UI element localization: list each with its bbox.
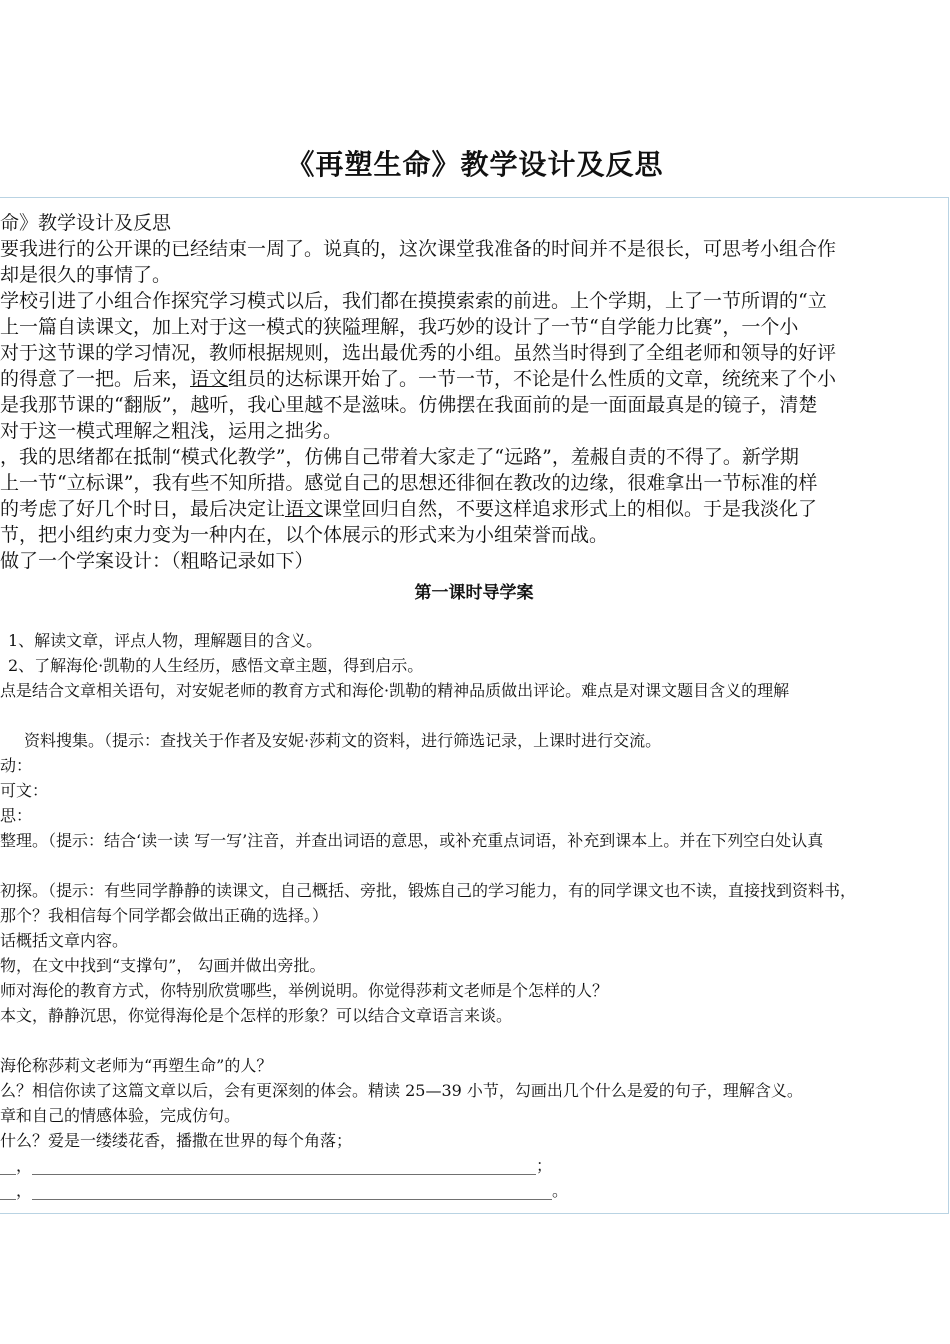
text-line: 本文，静静沉思，你觉得海伦是个怎样的形象？可以结合文章语言来谈。 (0, 1006, 513, 1025)
text-span: 课堂回归自然，不要这样追求形式上的相似。于是我淡化了 (323, 498, 818, 520)
text-line: 上一篇自读课文，加上对于这一模式的狭隘理解，我巧妙的设计了一节“自学能力比赛”，一个小 (0, 316, 799, 338)
underlined-word: 语文 (190, 368, 229, 390)
text-line: 对于这节课的学习情况，教师根据规则，选出最优秀的小组。虽然当时得到了全组老师和领导的好评 (0, 342, 837, 364)
text-line: 节，把小组约束力变为一种内在，以个体展示的形式来为小组荣誉而战。 (0, 524, 609, 546)
text-line: 话概括文章内容。 (0, 931, 129, 950)
text-line (0, 364, 836, 391)
text-line: 却是很久的事情了。 (0, 264, 172, 286)
text-line: 是我那节课的“翻版”，越听，我心里越不是滋味。仿佛摆在我面前的是一面面最真是的镜子，清楚 (0, 394, 818, 416)
text-line: 初探。（提示：有些同学静静的读课文，自己概括、旁批，锻炼自己的学习能力，有的同学课文也不读，直接找到资料书， (0, 881, 857, 900)
objective-item: 1、解读文章，评点人物，理解题目的含义。 (8, 631, 323, 650)
document-title: 《再塑生命》教学设计及反思 (286, 148, 664, 181)
text-span: 的考虑了好几个时日，最后决定让 (0, 498, 286, 520)
text-line: 命》教学设计及反思 (0, 212, 172, 234)
text-line: 资料搜集。（提示：查找关于作者及安妮·莎莉文的资料，进行筛选记录，上课时进行交流。 (24, 731, 662, 750)
text-line: 章和自己的情感体验，完成仿句。 (0, 1106, 241, 1125)
section-heading: 第一课时导学案 (414, 583, 534, 603)
text-line: 师对海伦的教育方式，你特别欣赏哪些，举例说明。你觉得莎莉文老师是个怎样的人？ (0, 981, 609, 1000)
text-line: 么？相信你读了这篇文章以后，会有更深刻的体会。精读 25—39 小节，勾画出几个什么是爱的句子，理解含义。 (0, 1081, 803, 1100)
text-line: 要我进行的公开课的已经结束一周了。说真的，这次课堂我准备的时间并不是很长，可思考小组合作 (0, 238, 837, 260)
text-line: 那个？我相信每个同学都会做出正确的选择。） (0, 906, 329, 925)
text-line: 海伦称莎莉文老师为“再塑生命”的人？ (0, 1056, 273, 1075)
content-frame (0, 197, 949, 1214)
text-line: 什么？爱是一缕缕花香，播撒在世界的每个角落； (0, 1131, 353, 1150)
text-line: 可文： (0, 781, 49, 800)
text-span: 的得意了一把。后来， (0, 368, 191, 390)
text-line: 物，在文中找到“支撑句”， 勾画并做出旁批。 (0, 956, 326, 975)
text-line: 做了一个学案设计：（粗略记录如下） (0, 550, 314, 572)
text-line: 点是结合文章相关语句，对安妮老师的教育方式和海伦·凯勒的精神品质做出评论。难点是对课文题目含义的理解 (0, 681, 790, 700)
text-line: 上一节“立标课”，我有些不知所措。感觉自己的思想还徘徊在教改的边缘，很难拿出一节标准的样 (0, 472, 818, 494)
text-line: 整理。（提示：结合‘读一读 写一写’注音，并查出词语的意思，或补充重点词语，补充到课本上。并在下列空白处认真 (0, 831, 824, 850)
objective-item: 2、了解海伦·凯勒的人生经历，感悟文章主题，得到启示。 (8, 656, 424, 675)
underlined-word: 语文 (285, 498, 324, 520)
text-span: 组员的达标课开始了。一节一节，不论是什么性质的文章，统统来了个小 (228, 368, 837, 390)
text-line: 学校引进了小组合作探究学习模式以后，我们都在摸摸索索的前进。上个学期，上了一节所谓的“立 (0, 290, 827, 312)
fill-in-blank: __，_________________________________________________________________。 (0, 1181, 568, 1200)
text-line: ，我的思绪都在抵制“模式化教学”，仿佛自己带着大家走了“远路”，羞赧自责的不得了。新学期 (0, 446, 799, 468)
text-line: 动： (0, 756, 33, 775)
text-line (0, 494, 817, 521)
fill-in-blank: __，_______________________________________________________________； (0, 1156, 552, 1175)
text-line: 思： (0, 806, 33, 825)
text-line: 对于这一模式理解之粗浅，运用之拙劣。 (0, 420, 343, 442)
